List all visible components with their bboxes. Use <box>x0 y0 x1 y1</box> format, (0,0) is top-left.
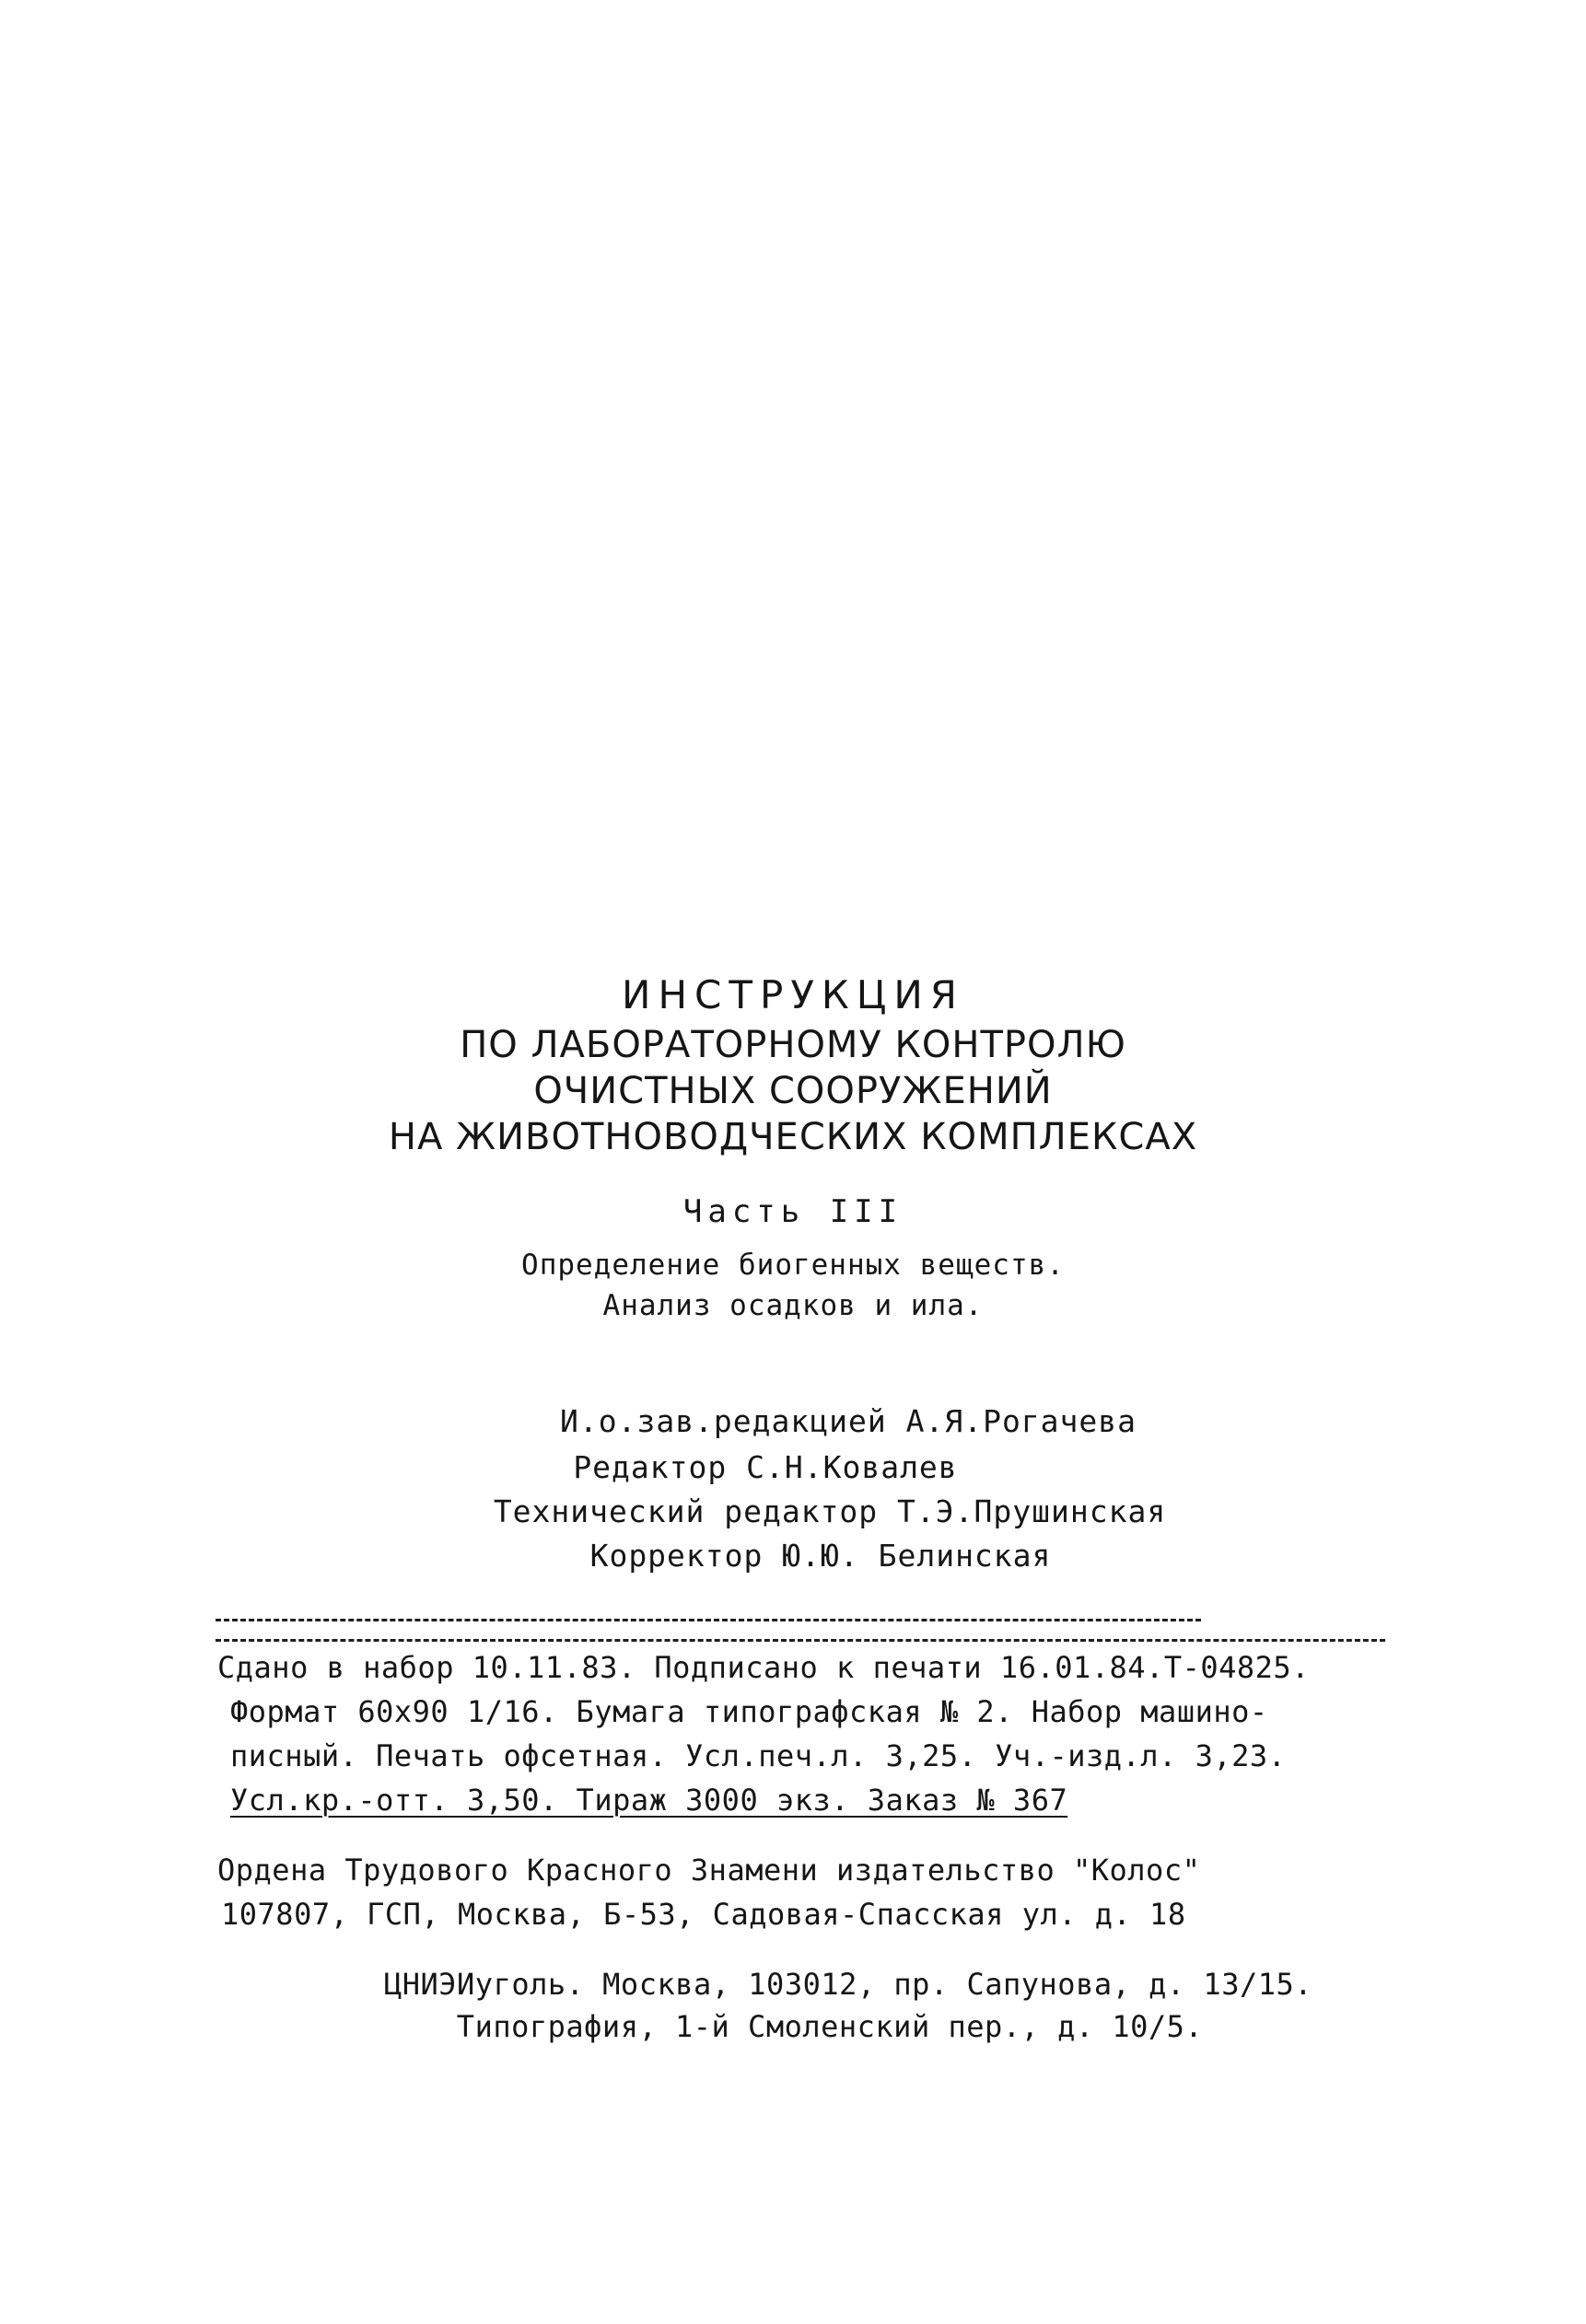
printer-address: Типография, 1-й Смоленский пер., д. 10/5. <box>456 2009 1204 2044</box>
imprint-line-3: писный. Печать офсетная. Усл.печ.л. 3,25. Уч.-изд.л. 3,23. <box>230 1738 1287 1773</box>
publisher-name: Ордена Трудового Красного Знамени издательство "Колос" <box>217 1853 1201 1888</box>
subtitle-line-1: ПО ЛАБОРАТОРНОМУ КОНТРОЛЮ <box>460 1024 1126 1066</box>
credit-technical-editor: Технический редактор Т.Э.Прушинская <box>493 1493 1167 1529</box>
document-title: ИНСТРУКЦИЯ <box>622 972 964 1017</box>
publisher-address: 107807, ГСП, Москва, Б-53, Садовая-Спасская ул. д. 18 <box>221 1897 1186 1932</box>
subtitle-line-3: НА ЖИВОТНОВОДЧЕСКИХ КОМПЛЕКСАХ <box>388 1116 1198 1158</box>
credit-head-of-editorial: И.о.зав.редакцией А.Я.Рогачева <box>559 1403 1137 1439</box>
imprint-line-1: Сдано в набор 10.11.83. Подписано к печати 16.01.84.Т-04825. <box>217 1650 1310 1685</box>
part-number: Часть III <box>682 1193 904 1230</box>
credit-proofreader: Корректор Ю.Ю. Белинская <box>589 1538 1052 1574</box>
separator-dashes-2 <box>216 1639 1385 1642</box>
subtitle-line-2: ОЧИСТНЫХ СООРУЖЕНИЙ <box>533 1070 1053 1112</box>
imprint-line-4: Усл.кр.-отт. 3,50. Тираж 3000 экз. Заказ № 367 <box>230 1783 1068 1818</box>
separator-dashes-1 <box>216 1619 1201 1621</box>
topic-line-2: Анализ осадков и ила. <box>602 1289 984 1322</box>
printer-organization: ЦНИЭИуголь. Москва, 103012, пр. Сапунова, д. 13/15. <box>383 1967 1313 2002</box>
topic-line-1: Определение биогенных веществ. <box>521 1249 1065 1282</box>
imprint-line-2: Формат 60х90 1/16. Бумага типографская № 2. Набор машино- <box>230 1694 1268 1729</box>
credit-editor: Редактор С.Н.Ковалев <box>573 1449 958 1485</box>
